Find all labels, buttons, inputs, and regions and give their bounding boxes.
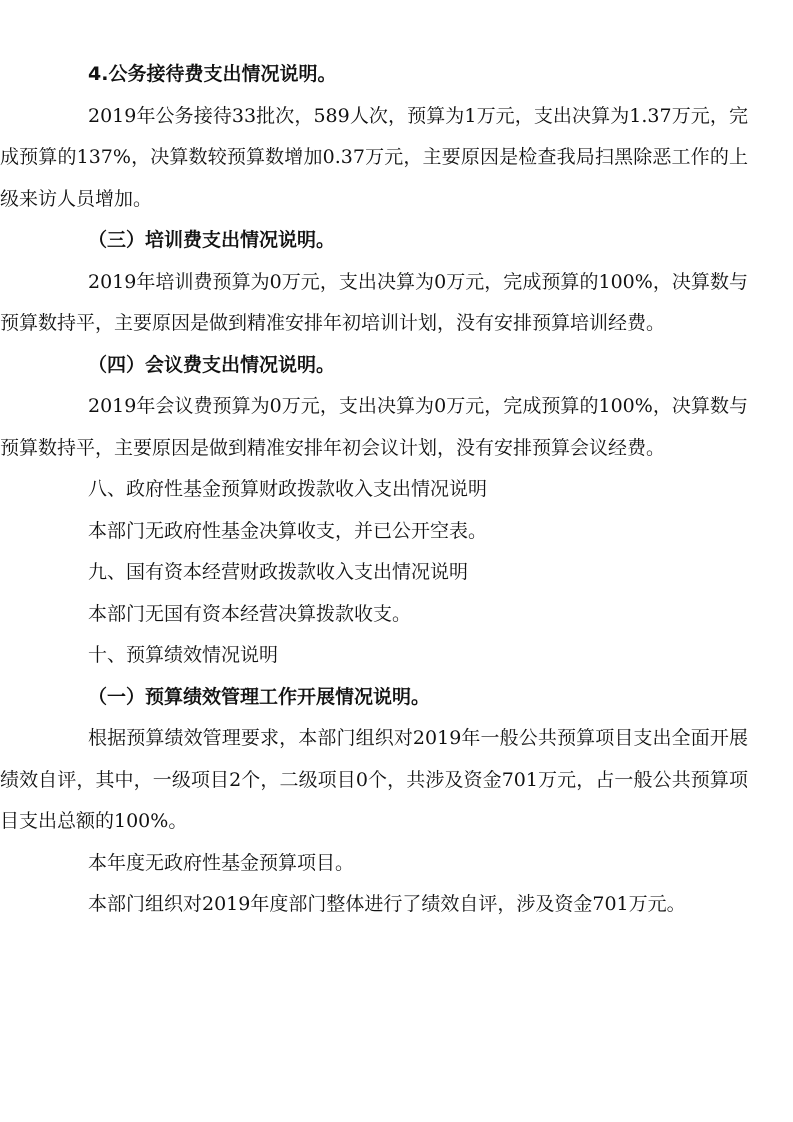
paragraph-training: 2019年培训费预算为0万元，支出决算为0万元，完成预算的100%，决算数与预算数持平，主要原因是做到精准安排年初培训计划，没有安排预算培训经费。 [0,270,748,334]
section-heading-reception: 4.公务接待费支出情况说明。 [88,63,337,85]
paragraph-no-fund-projects: 本年度无政府性基金预算项目。 [88,851,355,874]
section-heading-meeting: （四）会议费支出情况说明。 [88,353,336,376]
section-heading-performance-management: （一）预算绩效管理工作开展情况说明。 [88,685,431,708]
section-heading-government-fund: 八、政府性基金预算财政拨款收入支出情况说明 [88,478,488,500]
paragraph-state-capital: 本部门无国有资本经营决算拨款收支。 [88,602,412,625]
paragraph-performance-management: 根据预算绩效管理要求，本部门组织对2019年一般公共预算项目支出全面开展绩效自评，其中，一级项目2个，二级项目0个，共涉及资金701万元，占一般公共预算项目支出总额的100%。 [0,727,748,832]
paragraph-meeting: 2019年会议费预算为0万元，支出决算为0万元，完成预算的100%，决算数与预算数持平，主要原因是做到精准安排年初会议计划，没有安排预算会议经费。 [0,395,748,459]
paragraph-government-fund: 本部门无政府性基金决算收支，并已公开空表。 [88,519,488,542]
document-body [0,54,748,926]
paragraph-overall-evaluation: 本部门组织对2019年度部门整体进行了绩效自评，涉及资金701万元。 [88,893,686,915]
section-heading-training: （三）培训费支出情况说明。 [88,229,336,251]
section-heading-performance: 十、预算绩效情况说明 [88,644,279,666]
paragraph-reception: 2019年公务接待33批次，589人次，预算为1万元，支出决算为1.37万元，完成预算的137%，决算数较预算数增加0.37万元，主要原因是检查我局扫黑除恶工作的上级来访人员增加。 [0,104,748,210]
section-heading-state-capital: 九、国有资本经营财政拨款收入支出情况说明 [88,561,469,583]
